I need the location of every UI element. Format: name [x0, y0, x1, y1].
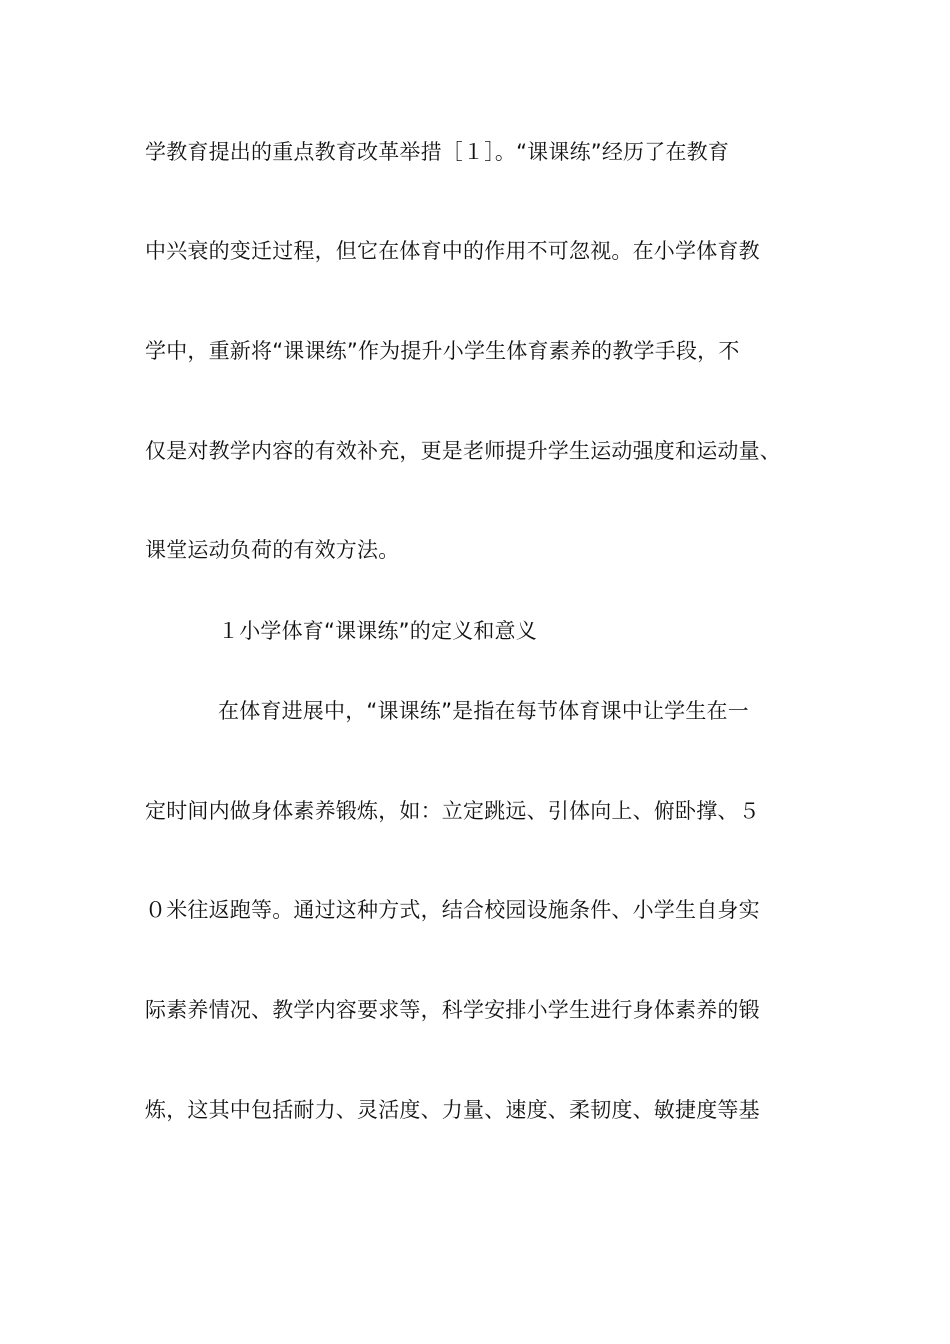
paragraph2-line-1: 在体育进展中，“课课练”是指在每节体育课中让学生在一 [218, 699, 749, 723]
paragraph2-line-3: ０米往返跑等。通过这种方式，结合校园设施条件、小学生自身实 [145, 898, 760, 922]
paragraph2-line-4: 际素养情况、教学内容要求等，科学安排小学生进行身体素养的锻 [145, 998, 760, 1022]
paragraph-line-5: 课堂运动负荷的有效方法。 [145, 538, 400, 562]
paragraph2-line-5: 炼，这其中包括耐力、灵活度、力量、速度、柔韧度、敏捷度等基 [145, 1098, 760, 1122]
paragraph-line-2: 中兴衰的变迁过程，但它在体育中的作用不可忽视。在小学体育教 [145, 239, 760, 263]
paragraph2-line-2: 定时间内做身体素养锻炼，如：立定跳远、引体向上、俯卧撑、５ [145, 799, 760, 823]
paragraph-line-4: 仅是对教学内容的有效补充，更是老师提升学生运动强度和运动量、 [145, 439, 781, 463]
section-heading: １小学体育“课课练”的定义和意义 [218, 619, 537, 643]
paragraph-line-3: 学中，重新将“课课练”作为提升小学生体育素养的教学手段，不 [145, 339, 740, 363]
paragraph-line-1: 学教育提出的重点教育改革举措［１］。“课课练”经历了在教育 [145, 140, 730, 164]
